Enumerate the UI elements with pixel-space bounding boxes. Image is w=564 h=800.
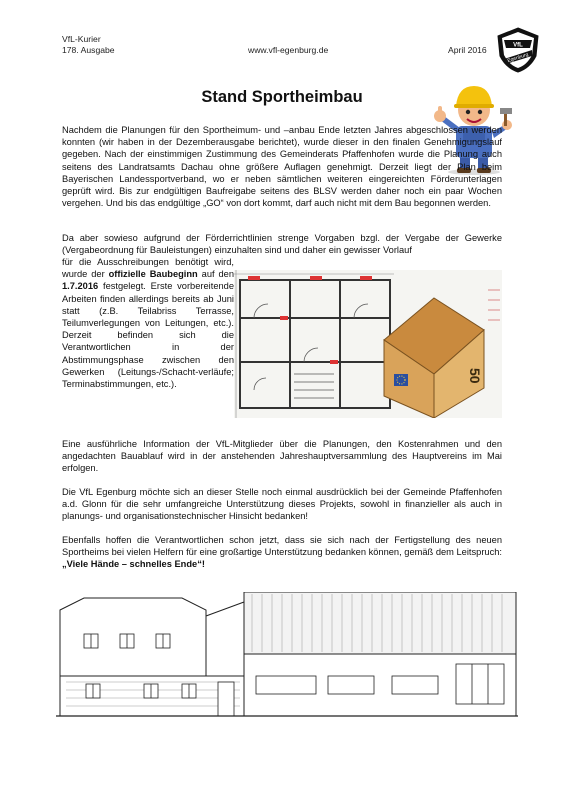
svg-text:Egenburg: Egenburg xyxy=(506,51,530,65)
floor-plan-image xyxy=(234,270,502,418)
baubeginn-bold: offizielle Baubeginn xyxy=(108,269,198,280)
page-title: Stand Sportheimbau xyxy=(201,88,363,106)
svg-text:VfL: VfL xyxy=(513,42,523,49)
club-crest-icon xyxy=(494,26,542,74)
issue-number: 178. Ausgabe xyxy=(62,45,115,55)
newsletter-name: VfL-Kurier xyxy=(62,34,101,44)
baubeginn-date: 1.7.2016 xyxy=(62,281,99,292)
header-left xyxy=(62,34,115,56)
header-website: www.vfl-egenburg.de xyxy=(248,45,329,55)
paragraph-4: Die VfL Egenburg möchte sich an dieser Stelle noch einmal ausdrücklich bei der Gemeinde Pfaffenhofen a.d. Glonn für die sehr umfangreiche Unterstützung dieses Projekts, sowohl in finanzieller als auch in planungs- und organisationstechnischer Hinsicht bedanken! xyxy=(62,487,502,522)
baubeginn-text-2: auf den xyxy=(197,269,234,280)
baubeginn-text-3: festgelegt. Erste vorbereitende Arbeiten finden allerdings bereits ab Juni statt (z.B. Teilabriss Terrasse, Teilumverlegungen von Leitungen, etc.). Derzeit befinden sich die Verantwortlichen in der Abstimmungsphase zwischen den Gewerken (Leitungs-/Schacht-verläufe; Terminabstimmungen, etc.). xyxy=(62,281,234,390)
paragraph-5-text: Ebenfalls hoffen die Verantwortlichen schon jetzt, dass sie sich nach der Fertigstellung des neuen Sportheims bei vielen Helfern für eine großartige Unterstützung bedanken können, gemäß dem Leitspruch: xyxy=(62,535,502,558)
banknote-value: 50 xyxy=(467,368,483,384)
paragraph-1: Nachdem die Planungen für den Sportheimum- und –anbau Ende letzten Jahres abgeschlossen werden konnten (wir haben in der Dezemberausgabe berichtet), wurde dieser in den finalen Genehmigungslauf gegeben. Nach der einstimmigen Zustimmung des Gemeinderats Pfaffenhofen wurde die Planung auch seitens des Landratsamts Dachau ohne größere Auflagen genehmigt. Derzeit liegt der Plan beim Bayerischen Landessportverband, wo er neben sämtlichen weiteren eingereichten Förderunterlagen geprüft wird. Bis zur endgültigen Baufreigabe seitens des BLSV werden daher noch ein paar Wochen vergehen. Und bis das endgültige „GO“ von dort kommt, darf auch nicht mit dem Bau begonnen werden. xyxy=(62,125,502,209)
baubeginn-text-1: für die Ausschreibungen benötigt wird, wurde der xyxy=(62,257,234,280)
paragraph-3: Eine ausführliche Information der VfL-Mitglieder über die Planungen, den Kostenrahmen und den angedachten Bauablauf wird in der anstehenden Jahreshauptversammlung des Hauptvereins im Mai erfolgen. xyxy=(62,439,502,474)
header-date: April 2016 xyxy=(448,45,487,55)
paragraph-2-continued xyxy=(62,256,234,390)
motto: „Viele Hände – schnelles Ende“! xyxy=(62,559,205,570)
paragraph-5 xyxy=(62,534,502,571)
building-elevation-drawing xyxy=(56,592,518,728)
paragraph-2: Da aber sowieso aufgrund der Förderrichtlinien strenge Vorgaben bzgl. der Vergabe der Gewerke (Vergabeordnung für Bauleistungen) einzuhalten sind und daher ein gewisser Vorlauf xyxy=(62,233,502,256)
